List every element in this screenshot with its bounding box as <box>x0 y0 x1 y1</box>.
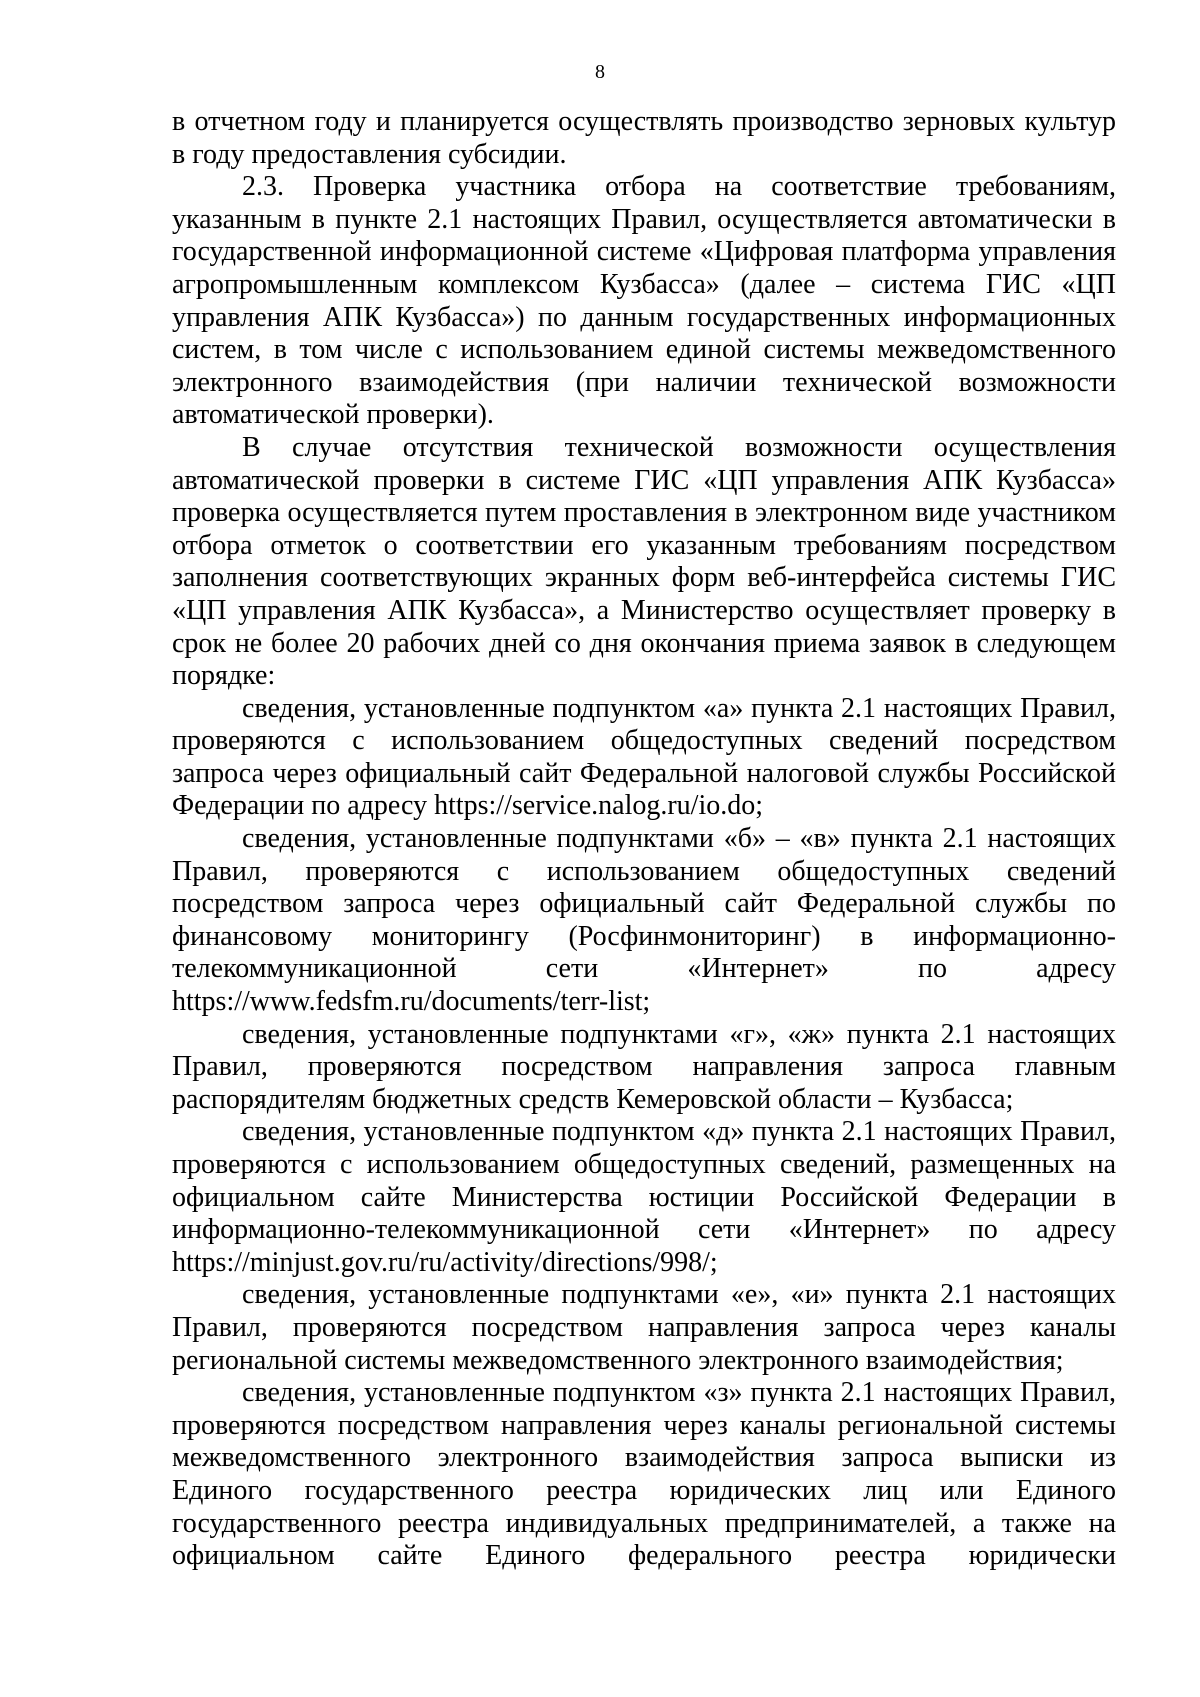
paragraph-item-d: сведения, установленные подпунктом «д» пункта 2.1 настоящих Правил, проверяются с использованием общедоступных сведений, размещенных на официальном сайте Министерства юстиции Российской Федерации в информационно-телекоммуникационной сети «Интернет» по адресу https://minjust.gov.ru/ru/activity/directions/998/; <box>172 1116 1116 1278</box>
paragraph-continuation: в отчетном году и планируется осуществлять производство зерновых культур в году предоставления субсидии. <box>172 106 1116 170</box>
paragraph-item-z: сведения, установленные подпунктом «з» пункта 2.1 настоящих Правил, проверяются посредством направления через каналы региональной системы межведомственного электронного взаимодействия запроса выписки из Единого государственного реестра юридических лиц или Единого государственного реестра индивидуальных предпринимателей, а также на официальном сайте Единого федерального реестра юридически <box>172 1377 1116 1572</box>
page-number: 8 <box>595 61 605 83</box>
document-body <box>172 106 1116 1573</box>
paragraph-item-a: сведения, установленные подпунктом «а» пункта 2.1 настоящих Правил, проверяются с использованием общедоступных сведений посредством запроса через официальный сайт Федеральной налоговой службы Российской Федерации по адресу https://service.nalog.ru/io.do; <box>172 692 1116 822</box>
paragraph-manual-check: В случае отсутствия технической возможности осуществления автоматической проверки в системе ГИС «ЦП управления АПК Кузбасса» проверка осуществляется путем проставления в электронном виде участником отбора отметок о соответствии его указанным требованиям посредством заполнения соответствующих экранных форм веб-интерфейса системы ГИС «ЦП управления АПК Кузбасса», а Министерство осуществляет проверку в срок не более 20 рабочих дней со дня окончания приема заявок в следующем порядке: <box>172 431 1116 692</box>
paragraph-item-e-i: сведения, установленные подпунктами «е», «и» пункта 2.1 настоящих Правил, проверяются посредством направления запроса через каналы региональной системы межведомственного электронного взаимодействия; <box>172 1279 1116 1376</box>
paragraph-item-b-v: сведения, установленные подпунктами «б» – «в» пункта 2.1 настоящих Правил, проверяются с использованием общедоступных сведений посредством запроса через официальный сайт Федеральной службы по финансовому мониторингу (Росфинмониторинг) в информационно-телекоммуникационной сети «Интернет» по адресу https://www.fedsfm.ru/documents/terr-list; <box>172 823 1116 1018</box>
paragraph-2-3: 2.3. Проверка участника отбора на соответствие требованиям, указанным в пункте 2.1 настоящих Правил, осуществляется автоматически в государственной информационной системе «Цифровая платформа управления агропромышленным комплексом Кузбасса» (далее – система ГИС «ЦП управления АПК Кузбасса») по данным государственных информационных систем, в том числе с использованием единой системы межведомственного электронного взаимодействия (при наличии технической возможности автоматической проверки). <box>172 171 1116 431</box>
paragraph-item-g-zh: сведения, установленные подпунктами «г», «ж» пункта 2.1 настоящих Правил, проверяются посредством направления запроса главным распорядителям бюджетных средств Кемеровской области – Кузбасса; <box>172 1018 1116 1115</box>
